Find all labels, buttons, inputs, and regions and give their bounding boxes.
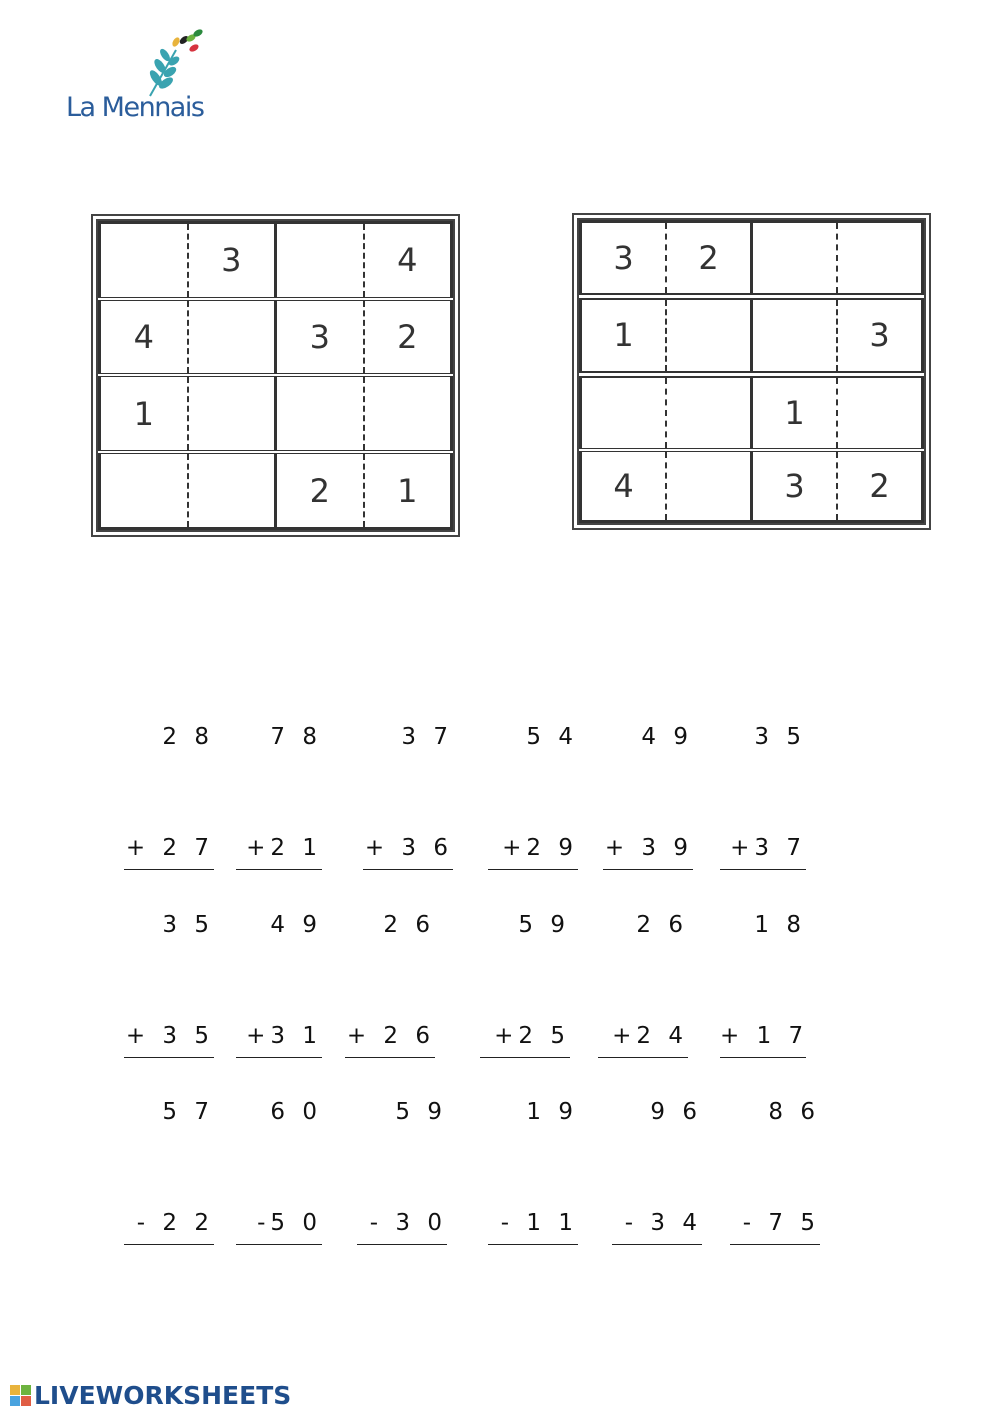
top-number: 2 6 xyxy=(636,912,688,938)
bottom-number: - 3 4 xyxy=(612,1205,702,1245)
sudoku-1-cell[interactable] xyxy=(100,452,188,528)
bottom-number: + 3 6 xyxy=(363,830,453,870)
sudoku-1-cell[interactable] xyxy=(100,223,188,299)
block-icon xyxy=(10,1385,20,1395)
top-number: 1 8 xyxy=(754,912,806,938)
subtraction-problem[interactable] xyxy=(124,1020,214,1282)
la-mennais-logo xyxy=(66,28,216,128)
sudoku-2-cell[interactable] xyxy=(752,296,838,374)
sudoku-2-cell[interactable]: 3 xyxy=(837,296,923,374)
top-number: 3 7 xyxy=(401,724,453,750)
sudoku-2-cell[interactable] xyxy=(666,450,752,522)
bottom-number: +2 5 xyxy=(480,1018,570,1058)
subtraction-problem[interactable] xyxy=(488,1020,578,1282)
sudoku-1-cell[interactable] xyxy=(276,375,364,452)
top-number: 3 5 xyxy=(754,724,806,750)
top-number: 5 7 xyxy=(162,1099,214,1125)
liveworksheets-blocks-icon xyxy=(10,1385,31,1406)
sudoku-grid-1 xyxy=(91,214,460,537)
sudoku-2-cell[interactable]: 1 xyxy=(581,296,667,374)
bottom-number: - 2 2 xyxy=(124,1205,214,1245)
sudoku-1-cell[interactable] xyxy=(276,223,364,299)
subtraction-problem[interactable] xyxy=(612,1020,702,1282)
sudoku-2-cell[interactable] xyxy=(837,374,923,449)
bottom-number: -5 0 xyxy=(236,1205,322,1245)
subtraction-problem[interactable] xyxy=(236,1020,322,1282)
sudoku-1-cell[interactable]: 2 xyxy=(364,299,452,376)
sudoku-1-cell[interactable] xyxy=(188,299,276,376)
bottom-number: - 1 1 xyxy=(488,1205,578,1245)
sudoku-1-cell[interactable]: 3 xyxy=(188,223,276,299)
bottom-number: + 1 7 xyxy=(720,1018,806,1058)
sudoku-1-cell[interactable] xyxy=(188,452,276,528)
top-number: 2 8 xyxy=(162,724,214,750)
top-number: 5 9 xyxy=(395,1099,447,1125)
sudoku-1-cell[interactable]: 2 xyxy=(276,452,364,528)
sudoku-2-cell[interactable]: 1 xyxy=(752,374,838,449)
top-number: 2 6 xyxy=(383,912,435,938)
top-number: 6 0 xyxy=(270,1099,322,1125)
top-number: 9 6 xyxy=(650,1099,702,1125)
sudoku-grid-2 xyxy=(572,213,931,530)
sudoku-2-cell[interactable]: 2 xyxy=(666,222,752,297)
sudoku-2-cell[interactable] xyxy=(752,222,838,297)
top-number: 1 9 xyxy=(526,1099,578,1125)
logo-text: La Mennais xyxy=(66,92,204,123)
sudoku-1-cell[interactable] xyxy=(364,375,452,452)
sudoku-2-cell[interactable]: 2 xyxy=(837,450,923,522)
sudoku-2-cell[interactable] xyxy=(837,222,923,297)
top-number: 7 8 xyxy=(270,724,322,750)
brand-text: LIVEWORKSHEETS xyxy=(34,1380,292,1410)
liveworksheets-footer[interactable] xyxy=(10,1382,291,1408)
bottom-number: + 3 9 xyxy=(603,830,693,870)
bottom-number: + 2 6 xyxy=(345,1018,435,1058)
sudoku-2-cell[interactable]: 3 xyxy=(752,450,838,522)
top-number: 3 5 xyxy=(162,912,214,938)
block-icon xyxy=(10,1396,20,1406)
bottom-number: + 2 7 xyxy=(124,830,214,870)
sudoku-2-cell[interactable] xyxy=(666,296,752,374)
bottom-number: +2 9 xyxy=(488,830,578,870)
sudoku-2-cell[interactable]: 4 xyxy=(581,450,667,522)
bottom-number: +3 1 xyxy=(236,1018,322,1058)
sudoku-1-cell[interactable] xyxy=(188,375,276,452)
sudoku-2-cell[interactable] xyxy=(581,374,667,449)
sudoku-2-cell[interactable] xyxy=(666,374,752,449)
top-number: 8 6 xyxy=(768,1099,820,1125)
block-icon xyxy=(21,1396,31,1406)
top-number: 4 9 xyxy=(270,912,322,938)
sudoku-2-cell[interactable]: 3 xyxy=(581,222,667,297)
block-icon xyxy=(21,1385,31,1395)
sudoku-1-cell[interactable]: 4 xyxy=(100,299,188,376)
top-number: 5 9 xyxy=(518,912,570,938)
subtraction-problem[interactable] xyxy=(357,1020,447,1282)
bottom-number: +3 7 xyxy=(720,830,806,870)
wheat-ear-icon xyxy=(136,28,216,98)
sudoku-1-cell[interactable]: 1 xyxy=(364,452,452,528)
bottom-number: +2 4 xyxy=(598,1018,688,1058)
bottom-number: - 7 5 xyxy=(730,1205,820,1245)
sudoku-1-cell[interactable]: 4 xyxy=(364,223,452,299)
subtraction-problem[interactable] xyxy=(730,1020,820,1282)
bottom-number: +2 1 xyxy=(236,830,322,870)
bottom-number: - 3 0 xyxy=(357,1205,447,1245)
top-number: 4 9 xyxy=(641,724,693,750)
top-number: 5 4 xyxy=(526,724,578,750)
sudoku-1-cell[interactable]: 3 xyxy=(276,299,364,376)
bottom-number: + 3 5 xyxy=(124,1018,214,1058)
sudoku-1-cell[interactable]: 1 xyxy=(100,375,188,452)
